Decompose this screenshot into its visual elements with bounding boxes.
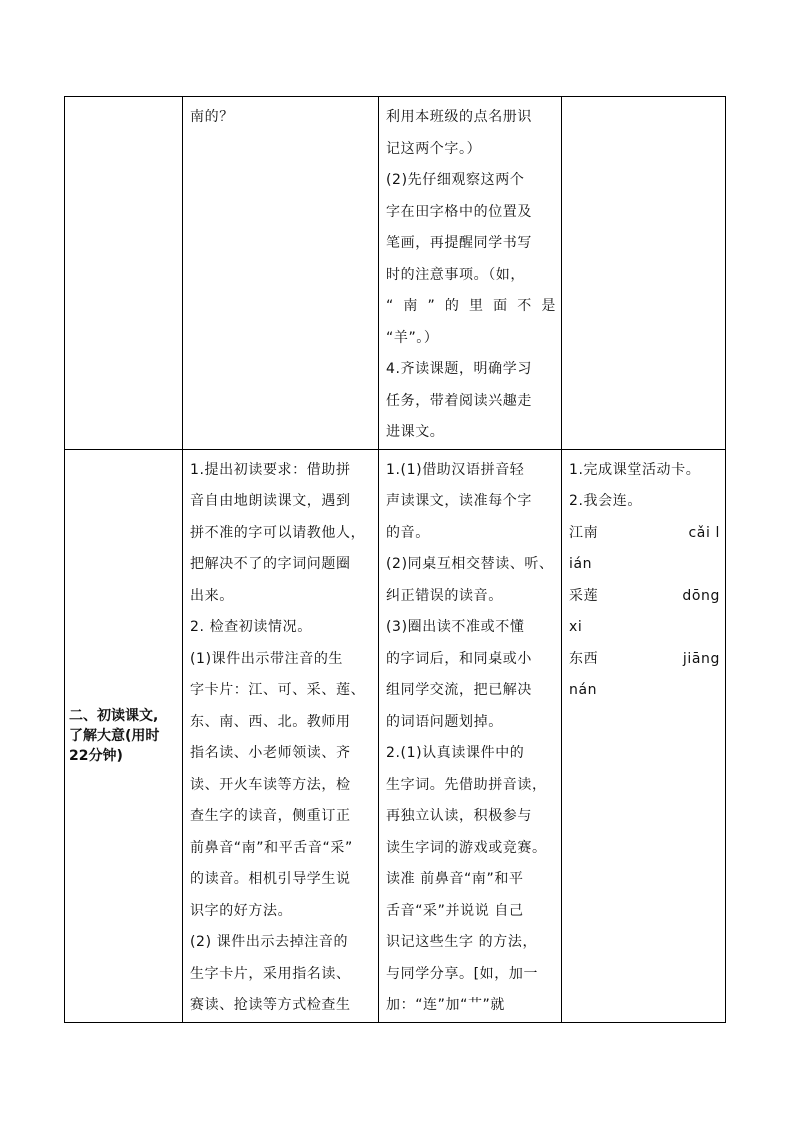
stage-label-line: 22分钟) [69, 747, 123, 764]
text-line: 音自由地朗读课文，遇到 [190, 493, 351, 509]
text-line: 指名读、小老师领读、齐 [190, 745, 351, 761]
text-line: 加：“连”加“艹”就 [386, 997, 506, 1013]
text-line: 1.提出初读要求：借助拼 [190, 461, 351, 478]
matching-pinyin-cont: ián [569, 556, 593, 572]
text-line: 2.(1)认真读课件中的 [386, 745, 525, 761]
activity-item: 1.完成课堂活动卡。 [569, 461, 701, 478]
matching-pinyin: dōng [682, 587, 720, 604]
practice-text [562, 450, 725, 707]
teacher-activity-text [183, 450, 378, 1022]
matching-pinyin-cont: nán [569, 682, 598, 698]
text-line: 查生字的读音，侧重订正 [190, 808, 351, 824]
text-line: 再独立认读，积极参与 [386, 808, 532, 824]
matching-row [569, 518, 720, 550]
text-line: 把解决不了的字词问题圈 [190, 556, 351, 572]
matching-pinyin: jiāng [682, 650, 720, 667]
text-line: 4.齐读课题，明确学习 [386, 361, 532, 377]
text-line: 的词语问题划掉。 [386, 713, 503, 730]
lesson-plan-table [64, 96, 726, 1023]
teacher-activity-cell [183, 97, 379, 450]
text-line: (3)圈出读不准或不懂 [386, 619, 525, 635]
text-line: 东、南、西、北。教师用 [190, 713, 351, 730]
teacher-activity-cell [183, 449, 379, 1022]
stage-cell [65, 97, 183, 450]
text-line: 生字卡片，采用指名读、 [190, 965, 351, 982]
text-line: 进课文。 [386, 424, 445, 440]
practice-cell [562, 449, 726, 1022]
student-activity-text [379, 450, 561, 1022]
text-line: 赛读、抢读等方式检查生 [190, 997, 351, 1013]
stage-cell [65, 449, 183, 1022]
table-row [65, 97, 726, 450]
text-line: 读、开火车读等方法，检 [190, 776, 351, 793]
text-line: 读准 前鼻音“南”和平 [386, 871, 524, 887]
text-line: “南”的里面不是 [386, 298, 556, 314]
matching-word: 江南 [569, 524, 599, 541]
text-line: 识记这些生字 的方法， [386, 934, 538, 950]
stage-label-line: 二、初读课文, [69, 707, 159, 724]
student-activity-cell [379, 449, 562, 1022]
activity-item: 2.我会连。 [569, 493, 642, 509]
text-line: 与同学分享。[如，加一 [386, 965, 539, 982]
text-line: 前鼻音“南”和平舌音“采” [190, 839, 353, 856]
text-line: 的读音。相机引导学生说 [190, 871, 351, 887]
text-line: 识字的好方法。 [190, 902, 293, 919]
text-line: 组同学交流，把已解决 [386, 682, 532, 698]
table-row [65, 449, 726, 1022]
matching-pinyin-cont: xi [569, 619, 583, 635]
text-line: 舌音“采”并说说 自己 [386, 902, 524, 919]
text-line: 南的？ [190, 109, 234, 125]
text-line: 利用本班级的点名册识 [386, 109, 532, 125]
text-line: 1.(1)借助汉语拼音轻 [386, 461, 525, 478]
matching-pinyin: cǎi l [688, 524, 720, 541]
text-line: 字在田字格中的位置及 [386, 203, 532, 220]
text-line: 生字词。先借助拼音读， [386, 776, 547, 793]
text-line: 纠正错误的读音。 [386, 587, 503, 604]
text-line: 拼不准的字可以请教他人， [190, 524, 366, 541]
matching-word: 采莲 [569, 587, 599, 604]
stage-label [65, 706, 182, 766]
text-line: (2)先仔细观察这两个 [386, 172, 525, 188]
matching-row [569, 644, 720, 676]
text-line: 笔画，再提醒同学书写 [386, 235, 532, 251]
student-activity-cell [379, 97, 562, 450]
text-line: 任务，带着阅读兴趣走 [386, 392, 532, 409]
text-line: (2)同桌互相交替读、听、 [386, 556, 554, 572]
text-line: 的音。 [386, 524, 430, 541]
text-line: 时的注意事项。（如， [386, 266, 525, 283]
stage-label-line: 了解大意(用时 [69, 727, 160, 744]
teacher-activity-text [183, 97, 378, 134]
text-line: 记这两个字。） [386, 140, 482, 157]
student-activity-text [379, 97, 561, 449]
matching-row [569, 581, 720, 613]
text-line: (2) 课件出示去掉注音的 [190, 934, 349, 950]
text-line: 的字词后，和同桌或小 [386, 650, 532, 667]
text-line: (1)课件出示带注音的生 [190, 650, 344, 667]
text-line: “羊”。） [386, 329, 439, 346]
practice-cell [562, 97, 726, 450]
matching-word: 东西 [569, 650, 599, 667]
text-line: 读生字词的游戏或竞赛。 [386, 839, 547, 856]
text-line: 声读课文，读准每个字 [386, 493, 532, 509]
text-line: 字卡片：江、可、采、莲、 [190, 682, 366, 698]
text-line: 2. 检查初读情况。 [190, 619, 312, 635]
text-line: 出来。 [190, 587, 234, 604]
